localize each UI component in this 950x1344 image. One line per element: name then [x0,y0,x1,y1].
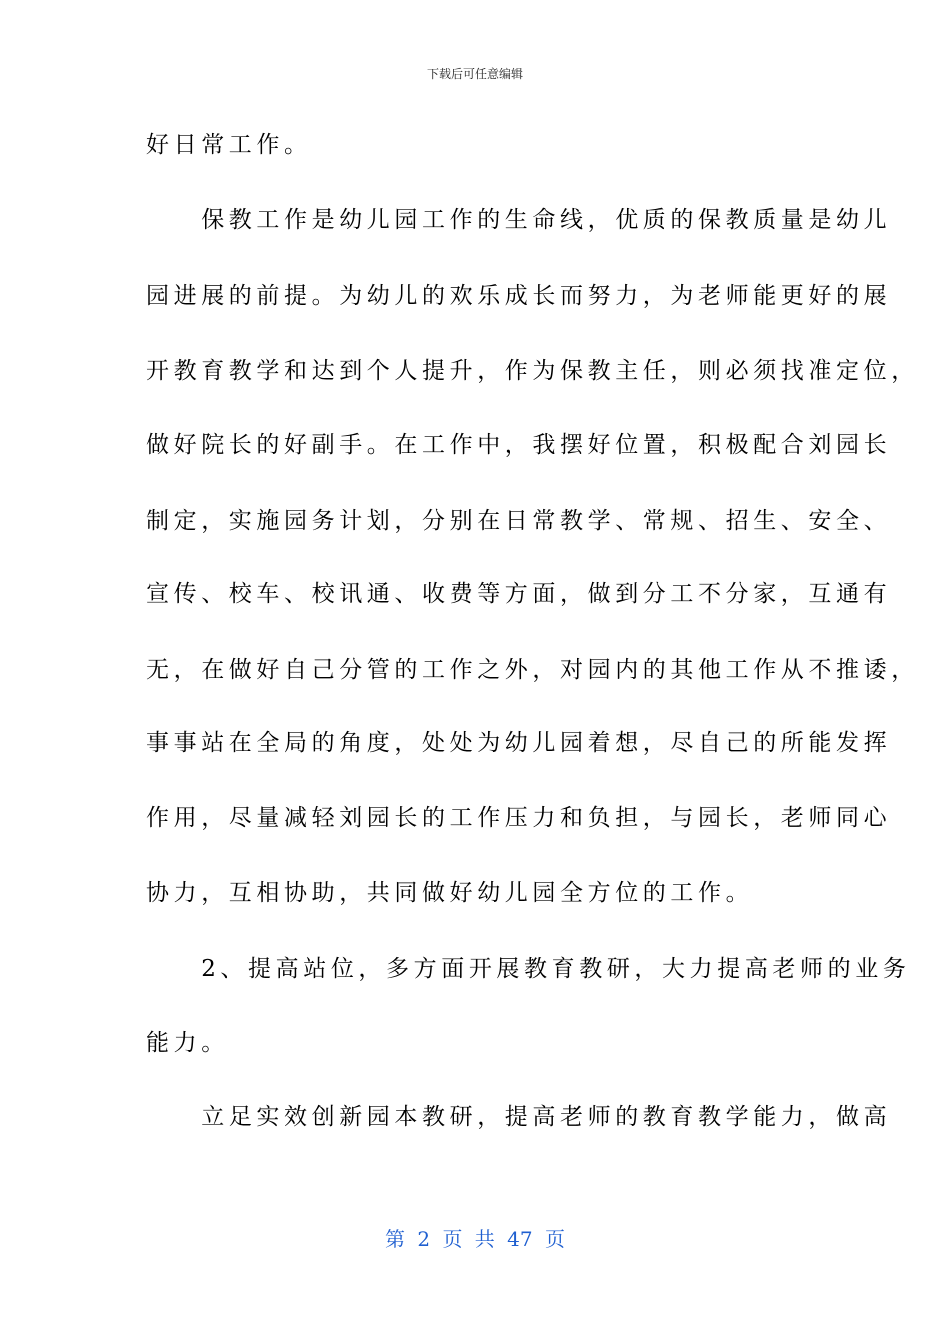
body-line: 宣传、校车、校讯通、收费等方面，做到分工不分家，互通有 [146,581,892,607]
paragraph-line: 保教工作是幼儿园工作的生命线，优质的保教质量是幼儿 [146,207,892,233]
body-line: 开教育教学和达到个人提升，作为保教主任，则必须找准定位， [146,358,919,384]
paragraph-line: 2、提高站位，多方面开展教育教研，大力提高老师的业务 [146,956,911,982]
paragraph-line: 立足实效创新园本教研，提高老师的教育教学能力，做高 [146,1104,892,1130]
page-number-footer: 第 2 页 共 47 页 [385,1227,565,1251]
body-line: 作用，尽量减轻刘园长的工作压力和负担，与园长，老师同心 [146,805,892,831]
body-line: 园进展的前提。为幼儿的欢乐成长而努力，为老师能更好的展 [146,283,892,309]
body-line: 好日常工作。 [146,132,312,158]
body-line: 制定，实施园务计划，分别在日常教学、常规、招生、安全、 [146,508,892,534]
body-line: 做好院长的好副手。在工作中，我摆好位置，积极配合刘园长 [146,432,892,458]
body-line: 能力。 [146,1030,229,1056]
body-line: 事事站在全局的角度，处处为幼儿园着想，尽自己的所能发挥 [146,730,892,756]
body-line: 无，在做好自己分管的工作之外，对园内的其他工作从不推诿， [146,657,919,683]
body-line: 协力，互相协助，共同做好幼儿园全方位的工作。 [146,880,754,906]
page-header: 下载后可任意编辑 [426,67,523,81]
